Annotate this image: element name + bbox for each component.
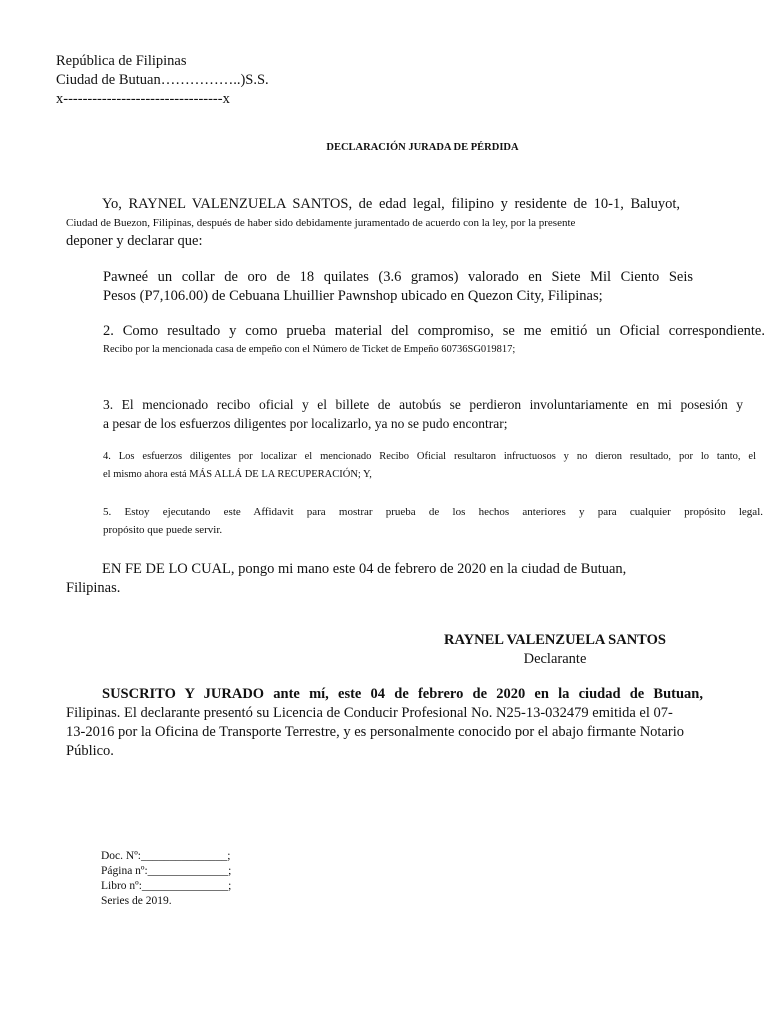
header-separator: x---------------------------------x [56,91,230,107]
jurat-line-4: Público. [66,743,114,759]
item-1-line-2: Pesos (P7,106.00) de Cebuana Lhuillier Pawnshop ubicado en Quezon City, Filipinas; [103,288,603,304]
witness-paragraph [66,560,686,598]
header-city: Ciudad de Butuan……………..)S.S. [56,72,269,88]
item-3-line-1: 3. El mencionado recibo oficial y el billete de autobús se perdieron involuntariamente en mi posesión y [103,397,743,412]
declarant-role: Declarante [523,651,587,667]
notary-page-number: Página nº:______________; [101,865,232,877]
item-2-line-1: 2. Como resultado y como prueba material del compromiso, se me emitió un Oficial correspondiente. [103,323,765,339]
intro-line-3: deponer y declarar que: [66,233,203,249]
notary-doc-number: Doc. Nº:_______________; [101,850,231,862]
document-header [56,52,269,109]
item-1 [103,268,693,306]
item-3 [103,395,743,433]
notary-series: Series de 2019. [101,895,172,907]
item-5-line-1: 5. Estoy ejecutando este Affidavit para mostrar prueba de los hechos anteriores y para cualquier propósito legal. [103,506,763,518]
item-2-line-2: Recibo por la mencionada casa de empeño con el Número de Ticket de Empeño 60736SG019817; [103,344,516,355]
signature-block [420,631,690,669]
witness-line-2: Filipinas. [66,580,121,596]
header-country: República de Filipinas [56,53,187,69]
notary-book-number: Libro nº:_______________; [101,880,232,892]
intro-line-2: Ciudad de Buezon, Filipinas, después de haber sido debidamente juramentado de acuerdo con la ley, por la presente [66,217,576,229]
document-title: DECLARACIÓN JURADA DE PÉRDIDA [326,142,519,153]
notary-register [101,849,231,909]
item-3-line-2: a pesar de los esfuerzos diligentes por localizarlo, ya no se pudo encontrar; [103,416,508,431]
jurat-paragraph [66,685,703,761]
jurat-line-3: 13-2016 por la Oficina de Transporte Terrestre, y es personalmente conocido por el abajo firmante Notario [66,724,684,740]
jurat-line-2: Filipinas. El declarante presentó su Licencia de Conducir Profesional No. N25-13-032479 emitida el 07- [66,705,673,721]
witness-line-1: EN FE DE LO CUAL, pongo mi mano este 04 de febrero de 2020 en la ciudad de Butuan, [102,561,627,577]
intro-paragraph [66,195,680,251]
item-1-line-1: Pawneé un collar de oro de 18 quilates (3.6 gramos) valorado en Siete Mil Ciento Seis [103,269,693,285]
item-2 [103,322,765,359]
item-5 [103,503,763,539]
item-4-line-2: el mismo ahora está MÁS ALLÁ DE LA RECUPERACIÓN; Y, [103,469,372,480]
item-4-line-1: 4. Los esfuerzos diligentes por localizar el mencionado Recibo Oficial resultaron infructuosos y no dieron resultado, por lo tanto, el [103,451,756,462]
intro-line-1: Yo, RAYNEL VALENZUELA SANTOS, de edad legal, filipino y residente de 10-1, Baluyot, [102,196,680,212]
jurat-line-1: SUSCRITO Y JURADO ante mí, este 04 de febrero de 2020 en la ciudad de Butuan, [102,686,703,702]
declarant-name: RAYNEL VALENZUELA SANTOS [444,632,666,648]
item-4 [103,448,756,484]
item-5-line-2: propósito que puede servir. [103,524,223,536]
